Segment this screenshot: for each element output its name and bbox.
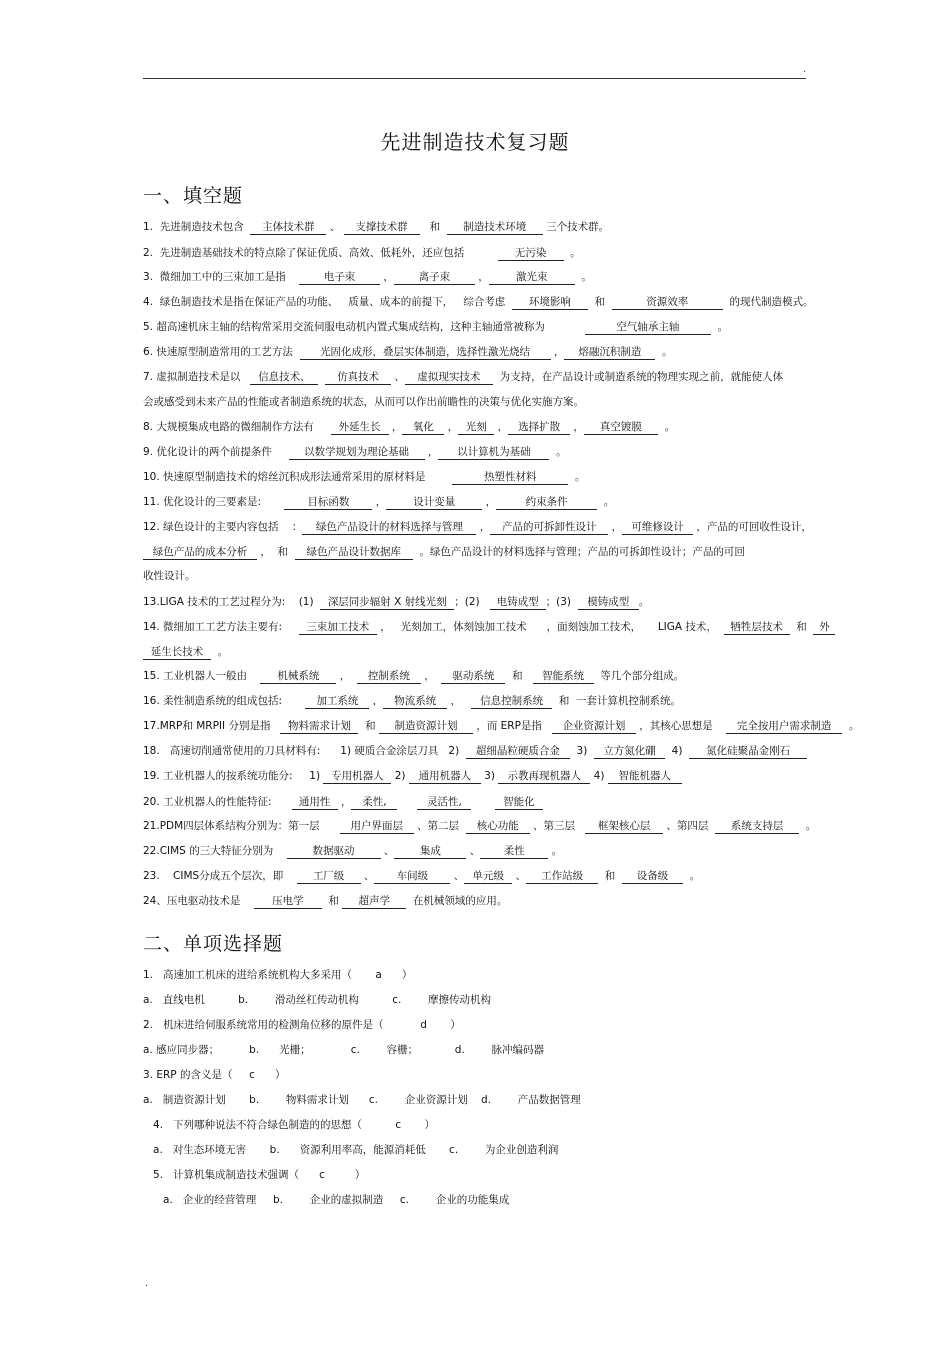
fill-question-line [143, 545, 745, 560]
answer-blank: 深层同步辐射 X 射线光刻 [320, 596, 454, 610]
fill-question-line [143, 569, 196, 583]
choice-line: 1. 高速加工机床的进给系统机构大多采用（ a ） [143, 969, 413, 981]
question-text: ， [336, 670, 357, 682]
answer-blank: 氧化 [402, 421, 444, 435]
question-text: ， [420, 670, 442, 682]
question-text: ；(3) [545, 596, 578, 608]
question-text: 7. 虚拟制造技术是以 [143, 371, 251, 383]
choice-question-line [143, 1143, 558, 1157]
question-text: 和 [587, 296, 612, 308]
question-text: 。 [568, 471, 586, 483]
fill-question-line [143, 246, 581, 261]
question-text: ， [424, 446, 439, 458]
choice-line: a. 企业的经营管理 b. 企业的虚拟制造 c. 企业的功能集成 [143, 1194, 510, 1206]
question-text: 。 [799, 820, 817, 832]
choice-line: 2. 机床进给伺服系统常用的检测角位移的原件是（ d ） [143, 1019, 461, 1031]
fill-question-line [143, 819, 816, 834]
answer-blank: 柔性 [480, 845, 548, 859]
question-text: 11. 优化设计的三要素是: [143, 496, 285, 508]
question-text: 15. 工业机器人一般由 [143, 670, 261, 682]
question-text [318, 371, 325, 383]
answer-blank: 目标函数 [284, 496, 372, 510]
choice-question-line [143, 1068, 285, 1082]
answer-blank: 核心功能 [466, 820, 530, 834]
question-text: 4) [665, 745, 690, 757]
question-text: 。 [655, 346, 673, 358]
question-text: 。绿色产品设计的材料选择与管理；产品的可拆卸性设计；产品的可回 [412, 546, 745, 558]
question-text: 和 [789, 621, 814, 633]
question-text: 。 [548, 845, 563, 857]
question-text: 。 [638, 596, 650, 608]
answer-blank: 工厂级 [297, 870, 361, 884]
answer-blank: 主体技术群 [250, 221, 326, 235]
choice-question-line [143, 1043, 544, 1057]
question-text: ， [474, 271, 489, 283]
question-text: ， [550, 346, 565, 358]
fill-question-line [143, 420, 675, 435]
answer-blank: 环境影响 [512, 296, 588, 310]
question-text: 、 [391, 371, 405, 383]
answer-blank: 集成 [394, 845, 466, 859]
question-text: ；(2) [454, 596, 490, 608]
question-text: 22.CIMS 的三大特征分别为 [143, 845, 287, 857]
choice-question-line [143, 1193, 509, 1207]
question-text: 3) [480, 770, 499, 782]
answer-blank: 选择扩散 [508, 421, 570, 435]
answer-blank: 信息技术、 [250, 371, 318, 385]
question-text: 9. 优化设计的两个前提条件 [143, 446, 289, 458]
answer-blank: 系统支持层 [715, 820, 799, 834]
question-text: 和 [321, 895, 343, 907]
choice-line: a. 对生态环境无害 b. 资源利用率高，能源消耗低 c. 为企业创造利润 [143, 1144, 559, 1156]
question-text: 14. 微细加工工艺方法主要有: [143, 621, 299, 633]
question-text: 、第三层 [529, 820, 586, 832]
answer-blank: 绿色产品的成本分析 [143, 546, 257, 560]
question-text: 17.MRP和 MRPII 分别是指 [143, 720, 281, 732]
fill-question-line [143, 744, 807, 759]
answer-blank: 无污染 [498, 247, 564, 261]
answer-blank: 制造技术环境 [447, 221, 543, 235]
answer-blank: 框架核心层 [585, 820, 663, 834]
answer-blank: 虚拟现实技术 [405, 371, 493, 385]
fill-question-line [143, 370, 783, 385]
answer-blank: 数据驱动 [287, 845, 381, 859]
question-text: 20. 工业机器人的性能特征: [143, 796, 292, 808]
choice-question-line [143, 1168, 365, 1182]
answer-blank: 资源效率 [612, 296, 723, 310]
question-text: 、第四层 [663, 820, 716, 832]
question-text: ， [570, 421, 584, 433]
answer-blank: 制造资源计划 [379, 720, 473, 734]
choice-question-line [143, 993, 491, 1007]
question-text: 和 一套计算机控制系统。 [552, 695, 681, 707]
answer-blank: 工作站级 [526, 870, 598, 884]
question-text: 。 [211, 646, 229, 658]
question-text: 。 [657, 421, 676, 433]
answer-blank: 以计算机为基础 [438, 446, 549, 460]
choice-question-line [143, 1118, 435, 1132]
answer-blank: 超声学 [342, 895, 406, 909]
choice-line: 4. 下列哪种说法不符合绿色制造的的思想（ c ） [143, 1119, 436, 1131]
answer-blank: 以数学规划为理论基础 [289, 446, 425, 460]
answer-blank: 示教再现机器人 [498, 770, 590, 784]
choice-line: a. 感应同步器； b. 光栅； c. 容栅； d. 脉冲编码器 [143, 1044, 544, 1056]
question-text: 16. 柔性制造系统的组成包括: [143, 695, 306, 707]
header-dot: . [803, 64, 807, 75]
answer-blank: 设计变量 [386, 496, 482, 510]
question-text: 、 [512, 870, 527, 882]
choice-line: a. 制造资源计划 b. 物料需求计划 c. 企业资源计划 d. 产品数据管理 [143, 1094, 581, 1106]
question-text: ，其核心思想是 [635, 720, 727, 732]
answer-blank: 电子束 [299, 271, 380, 285]
answer-blank: 智能系统 [533, 670, 594, 684]
question-text: 。 [549, 446, 567, 458]
question-text: 12. 绿色设计的主要内容包括 ： [143, 521, 303, 533]
answer-blank: 企业资源计划 [552, 720, 636, 734]
question-text: 、 [360, 870, 375, 882]
answer-blank: 支撑技术群 [344, 221, 420, 235]
answer-blank: 真空镀膜 [584, 421, 658, 435]
answer-blank: 三束加工技术 [299, 621, 377, 635]
answer-blank: 延生长技术 [143, 646, 211, 660]
fill-question-line [143, 395, 584, 409]
question-text: 。 [682, 870, 701, 882]
fill-question-line [143, 645, 228, 660]
question-text: 19. 工业机器人的按系统功能分: 1) [143, 770, 324, 782]
question-text: ， [482, 496, 497, 508]
page-title: 先进制造技术复习题 [380, 130, 570, 154]
question-text: 为支持，在产品设计或制造系统的物理实现之前，就能使人体 [492, 371, 784, 383]
answer-blank: 智能化 [495, 796, 543, 810]
answer-blank: 热塑性材料 [452, 471, 568, 485]
fill-question-line [143, 345, 673, 360]
question-text: 4. 绿色制造技术是指在保证产品的功能、 质量、成本的前提下， 综合考虑 [143, 296, 512, 308]
question-text: 、 [326, 221, 344, 233]
question-text: 23. CIMS分成五个层次，即 [143, 870, 297, 882]
answer-blank: 模铸成型 [578, 596, 639, 610]
answer-blank: 产品的可拆卸性设计 [490, 521, 608, 535]
question-text: 。 [574, 271, 592, 283]
answer-blank: 通用机器人 [409, 770, 481, 784]
answer-blank: 熔融沉积制造 [564, 346, 655, 360]
fill-question-line [143, 595, 649, 610]
answer-blank: 光刻 [458, 421, 494, 435]
header-rule [143, 78, 806, 79]
question-text: 和 [419, 221, 447, 233]
footer-dot: . [145, 1278, 149, 1289]
question-text: 1. 先进制造技术包含 [143, 221, 251, 233]
fill-question-line [143, 894, 507, 909]
question-text: ， [444, 421, 459, 433]
question-text: 等几个部分组成。 [593, 670, 685, 682]
choice-line: 5. 计算机集成制造技术强调（ c ） [143, 1169, 366, 1181]
fill-question-line [143, 719, 859, 734]
answer-blank: 通用性 [292, 796, 338, 810]
question-text: ， [380, 271, 394, 283]
question-text [397, 796, 417, 808]
question-text: 在机械领域的应用。 [406, 895, 508, 907]
answer-blank: 物料需求计划 [280, 720, 358, 734]
answer-blank: 外 [813, 621, 835, 635]
question-text: ， [447, 695, 472, 707]
question-text: ， [476, 521, 491, 533]
choice-question-line [143, 1093, 581, 1107]
answer-blank: 光固化成形，叠层实体制造，选择性激光烧结 [300, 346, 551, 360]
answer-blank: 完全按用户需求制造 [726, 720, 842, 734]
answer-blank: 氮化硅聚晶金刚石 [689, 745, 807, 759]
question-text: 4) [590, 770, 608, 782]
question-text: 、 [380, 845, 395, 857]
question-text: 会或感受到未来产品的性能或者制造系统的状态，从而可以作出前瞻性的决策与优化实施方案。 [143, 396, 584, 408]
fill-question-line [143, 470, 585, 485]
question-text: 21.PDM四层体系结构分别为：第一层 [143, 820, 340, 832]
question-text: 24、压电驱动技术是 [143, 895, 254, 907]
answer-blank: 用户界面层 [340, 820, 414, 834]
answer-blank: 专用机器人 [323, 770, 391, 784]
question-text: 、 [450, 870, 465, 882]
answer-blank: 车间级 [374, 870, 450, 884]
answer-blank: 信息控制系统 [471, 695, 552, 709]
answer-blank: 驱动系统 [441, 670, 505, 684]
fill-question-line [143, 669, 684, 684]
question-text: 和 [358, 720, 379, 732]
question-text: ， 和 [257, 546, 295, 558]
question-text: 18. 高速切削通常使用的刀具材料有: 1) 硬质合金涂层刀具 2) [143, 745, 466, 757]
answer-blank: 绿色产品设计数据库 [295, 546, 413, 560]
answer-blank: 空气轴承主轴 [585, 321, 711, 335]
answer-blank: 智能机器人 [608, 770, 682, 784]
fill-question-line [143, 844, 562, 859]
answer-blank: 牺牲层技术 [724, 621, 790, 635]
choice-question-line [143, 968, 412, 982]
answer-blank: 机械系统 [260, 670, 336, 684]
answer-blank: 仿真技术 [325, 371, 391, 385]
fill-question-line [143, 769, 682, 784]
question-text: ， [372, 496, 387, 508]
choice-line: 3. ERP 的含义是（ c ） [143, 1069, 286, 1081]
answer-blank: 立方氮化硼 [594, 745, 665, 759]
question-text: 2) [391, 770, 409, 782]
question-text: 收性设计。 [143, 570, 196, 582]
section-choice-heading: 二、单项选择题 [143, 933, 284, 955]
answer-blank: 物流系统 [383, 695, 447, 709]
answer-blank: 设备级 [622, 870, 683, 884]
question-text: 和 [598, 870, 622, 882]
answer-blank: 激光束 [489, 271, 575, 285]
fill-question-line [143, 694, 681, 709]
question-text: 和 [505, 670, 533, 682]
answer-blank: 压电学 [254, 895, 322, 909]
question-text: ， [337, 796, 352, 808]
question-text: ， [388, 421, 403, 433]
fill-question-line [143, 620, 835, 635]
question-text: 8. 大规模集成电路的微细制作方法有 [143, 421, 331, 433]
answer-blank: 离子束 [394, 271, 475, 285]
choice-question-line [143, 1018, 461, 1032]
question-text: 。 [842, 720, 860, 732]
question-text: ， [494, 421, 509, 433]
question-text: 、第二层 [413, 820, 466, 832]
question-text: 6. 快速原型制造常用的工艺方法 [143, 346, 300, 358]
fill-question-line [143, 270, 592, 285]
question-text: 3. 微细加工中的三束加工是指 [143, 271, 300, 283]
question-text: 2. 先进制造基础技术的特点除了保证优质、高效、低耗外，还应包括 [143, 247, 498, 259]
question-text [471, 796, 494, 808]
question-text: 13.LIGA 技术的工艺过程分为: (1) [143, 596, 321, 608]
question-text: 的现代制造模式。 [722, 296, 814, 308]
answer-blank: 绿色产品设计的材料选择与管理 [302, 521, 476, 535]
answer-blank: 加工系统 [305, 695, 369, 709]
question-text: 5. 超高速机床主轴的结构常采用交流伺服电动机内置式集成结构，这种主轴通常被称为 [143, 321, 585, 333]
question-text: ， [369, 695, 384, 707]
choice-line: a. 直线电机 b. 滑动丝杠传动机构 c. 摩擦传动机构 [143, 994, 492, 1006]
fill-question-line [143, 445, 567, 460]
answer-blank: 电铸成型 [490, 596, 546, 610]
question-text: 3) [569, 745, 594, 757]
question-text: 三个技术群。 [542, 221, 610, 233]
question-text: 。 [563, 247, 581, 259]
answer-blank: 超细晶粒硬质合金 [466, 745, 570, 759]
fill-question-line [143, 795, 543, 810]
question-text: ，产品的可回收性设计， [693, 521, 812, 533]
answer-blank: 外延生长 [331, 421, 389, 435]
question-text: 。 [597, 496, 615, 508]
question-text: 、 [466, 845, 481, 857]
question-text: 10. 快速原型制造技术的熔丝沉积成形法通常采用的原材料是 [143, 471, 453, 483]
fill-question-line [143, 869, 700, 884]
answer-blank: 控制系统 [357, 670, 421, 684]
answer-blank: 灵活性, [417, 796, 471, 810]
question-text: ， 光刻加工，体刻蚀加工技术 ，面刻蚀加工技术， LIGA 技术， [376, 621, 724, 633]
answer-blank: 约束条件 [496, 496, 597, 510]
answer-blank: 单元级 [464, 870, 512, 884]
fill-question-line [143, 520, 812, 535]
fill-question-line [143, 495, 614, 510]
question-text: 。 [710, 321, 729, 333]
answer-blank: 柔性, [351, 796, 397, 810]
answer-blank: 可维修设计 [622, 521, 693, 535]
fill-question-line [143, 320, 728, 335]
section-fill-heading: 一、填空题 [143, 185, 244, 207]
fill-question-line [143, 220, 609, 235]
question-text: ，而 ERP是指 [472, 720, 552, 732]
fill-question-line [143, 295, 813, 310]
question-text: ， [608, 521, 623, 533]
